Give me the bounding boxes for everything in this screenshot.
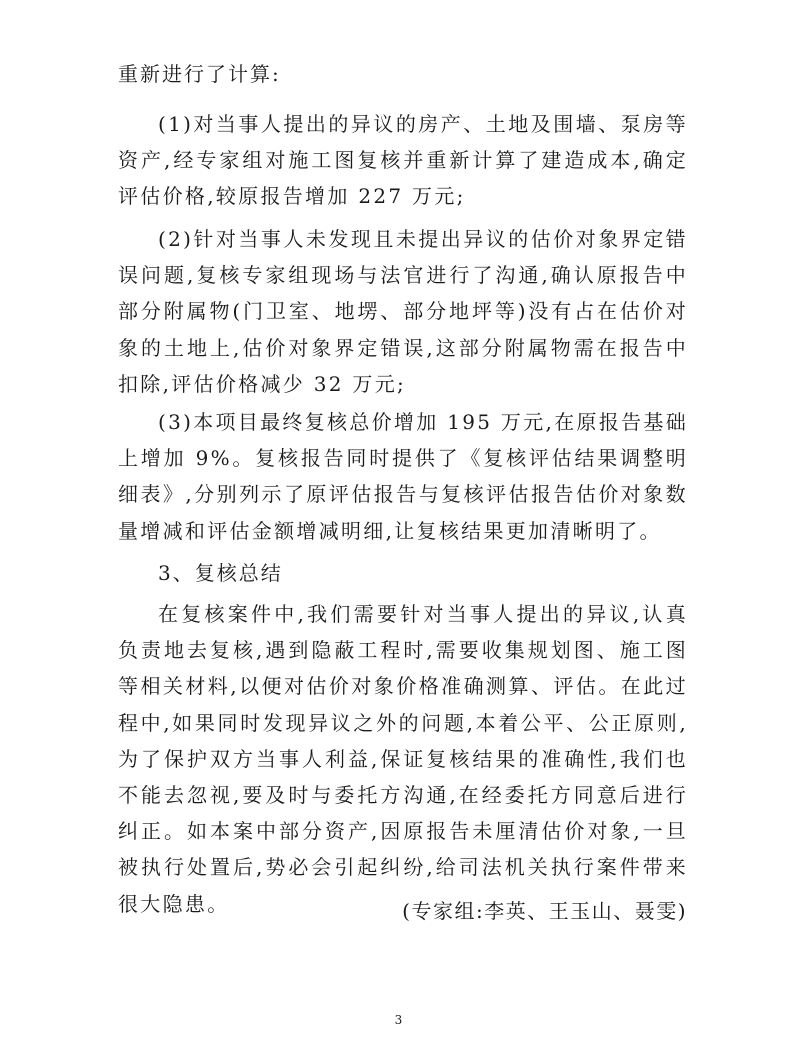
intro-line: 重新进行了计算: <box>118 62 281 86</box>
item-3: (3)本项目最终复核总价增加 195 万元,在原报告基础上增加 9%。复核报告同时提供了《复核评估结果调整明细表》,分别列示了原评估报告与复核评估报告估价对象数量增减和评估金额增减明细,让复核结果更加清晰明了。 <box>118 410 688 543</box>
item-2: (2)针对当事人未发现且未提出异议的估价对象界定错误问题,复核专家组现场与法官进行了沟通,确认原报告中部分附属物(门卫室、地塄、部分地坪等)没有占在估价对象的土地上,估价对象界定错误,这部分附属物需在报告中扣除,评估价格减少 32 万元; <box>118 227 688 396</box>
page-number: 3 <box>394 1013 403 1027</box>
section-heading: 3、复核总结 <box>158 561 283 585</box>
signature: (专家组:李英、王玉山、聂雯) <box>402 899 687 923</box>
item-1: (1)对当事人提出的异议的房产、土地及围墙、泵房等资产,经专家组对施工图复核并重新计算了建造成本,确定评估价格,较原报告增加 227 万元; <box>118 112 688 209</box>
summary-paragraph: 在复核案件中,我们需要针对当事人提出的异议,认真负责地去复核,遇到隐蔽工程时,需要收集规划图、施工图等相关材料,以便对估价对象价格准确测算、评估。在此过程中,如果同时发现异议之外的问题,本着公平、公正原则,为了保护双方当事人利益,保证复核结果的准确性,我们也不能去忽视,要及时与委托方沟通,在经委托方同意后进行纠正。如本案中部分资产,因原报告未厘清估价对象,一旦被执行处置后,势必会引起纠纷,给司法机关执行案件带来很大隐患。 <box>118 602 688 916</box>
